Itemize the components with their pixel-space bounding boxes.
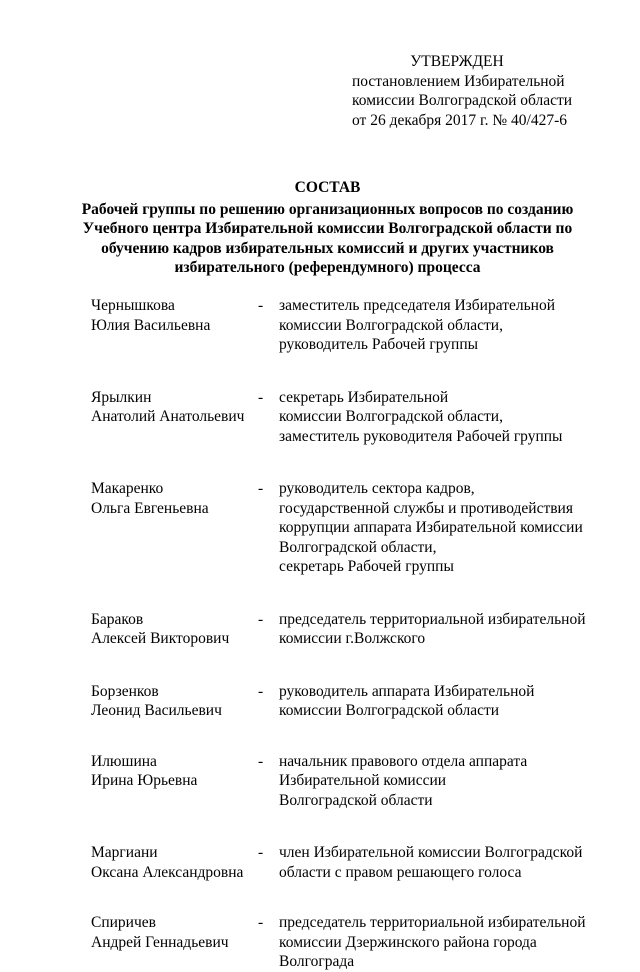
member-given: Анатолий Анатольевич [91, 408, 245, 425]
member-name [91, 843, 251, 882]
member-role-line: комиссии Дзержинского района города [279, 933, 537, 951]
member-dash: - [258, 610, 264, 628]
member-given: Юлия Васильевна [91, 316, 211, 334]
member-role-line: член Избирательной комиссии Волгоградской [279, 844, 583, 861]
approval-stamp [352, 52, 622, 130]
member-role-line: комиссии Волгоградской области, [279, 408, 503, 425]
member-surname: Ярылкин [91, 388, 152, 406]
member-role [279, 296, 611, 355]
member-given: Оксана Александровна [91, 863, 244, 881]
member-surname: Илюшина [91, 752, 157, 770]
member-dash: - [258, 914, 264, 931]
member-name [91, 752, 251, 791]
member-entry [91, 610, 611, 649]
member-surname: Бараков [91, 610, 144, 628]
member-entry [91, 913, 611, 972]
member-given: Леонид Васильевич [91, 702, 222, 719]
document-subtitle-line: Рабочей группы по решению организационных вопросов по созданию [81, 200, 574, 218]
member-role [279, 752, 611, 811]
member-role-line: Волгоградской области [279, 791, 433, 809]
approval-title: УТВЕРЖДЕН [410, 53, 504, 70]
member-role [279, 913, 611, 972]
member-role [279, 388, 611, 447]
document-subtitle-line: обучению кадров избирательных комиссий и других участников [101, 239, 554, 257]
member-entry [91, 682, 611, 721]
member-dash: - [258, 388, 264, 406]
member-role-line: секретарь Рабочей группы [279, 558, 454, 575]
member-given: Алексей Викторович [91, 630, 230, 647]
member-given: Андрей Геннадьевич [91, 933, 229, 951]
member-surname: Спиричев [91, 914, 156, 931]
member-dash: - [258, 752, 264, 770]
member-role-line: руководитель Рабочей группы [279, 336, 479, 353]
document-subtitle-line: Учебного центра Избирательной комиссии Волгоградской области по [82, 220, 573, 237]
member-role [279, 843, 611, 882]
member-given: Ольга Евгеньевна [91, 499, 209, 517]
member-role-line: секретарь Избирательной [279, 388, 449, 406]
member-name [91, 479, 251, 518]
member-surname: Маргиани [91, 844, 158, 861]
member-role-line: начальник правового отдела аппарата [279, 752, 528, 770]
member-entry [91, 296, 611, 355]
member-dash: - [258, 844, 264, 861]
member-role-line: заместитель руководителя Рабочей группы [279, 427, 563, 445]
member-role-line: государственной службы и противодействия [279, 499, 573, 517]
member-role-line: Волгоградской области, [279, 538, 437, 556]
approval-line: комиссии Волгоградской области [352, 92, 573, 109]
document-title: СОСТАВ [294, 179, 361, 196]
document-heading [60, 178, 595, 278]
member-dash: - [258, 682, 264, 700]
approval-line: от 26 декабря 2017 г. № 40/427-6 [352, 111, 568, 129]
member-role-line: комиссии г.Волжского [279, 630, 426, 647]
document-subtitle-line: избирательного (референдумного) процесса [174, 259, 481, 276]
member-role-line: заместитель председателя Избирательной [279, 297, 555, 314]
member-given: Ирина Юрьевна [91, 772, 198, 789]
member-entry [91, 388, 611, 447]
member-name [91, 610, 251, 649]
member-role-line: комиссии Волгоградской области [279, 702, 500, 719]
member-role-line: председатель территориальной избирательной [279, 914, 586, 931]
member-role [279, 610, 611, 649]
member-name [91, 388, 251, 427]
member-entry [91, 752, 611, 811]
member-name [91, 682, 251, 721]
member-role [279, 479, 611, 577]
member-entry [91, 479, 611, 577]
member-surname: Макаренко [91, 480, 164, 497]
member-role-line: руководитель аппарата Избирательной [279, 682, 535, 700]
member-dash: - [258, 297, 264, 314]
member-entry [91, 843, 611, 882]
approval-line: постановлением Избирательной [352, 72, 565, 90]
member-role-line: коррупции аппарата Избирательной комиссии [279, 519, 583, 536]
member-role-line: области с правом решающего голоса [279, 863, 522, 881]
member-dash: - [258, 480, 264, 497]
member-role-line: Волгограда [279, 953, 355, 970]
member-role-line: председатель территориальной избирательной [279, 610, 586, 628]
member-surname: Чернышкова [91, 297, 175, 314]
member-role-line: Избирательной комиссии [279, 772, 447, 789]
member-role-line: комиссии Волгоградской области, [279, 316, 503, 334]
member-surname: Борзенков [91, 682, 159, 700]
member-role-line: руководитель сектора кадров, [279, 480, 475, 497]
member-role [279, 682, 611, 721]
members-list [91, 296, 611, 972]
member-name [91, 913, 251, 952]
member-name [91, 296, 251, 335]
